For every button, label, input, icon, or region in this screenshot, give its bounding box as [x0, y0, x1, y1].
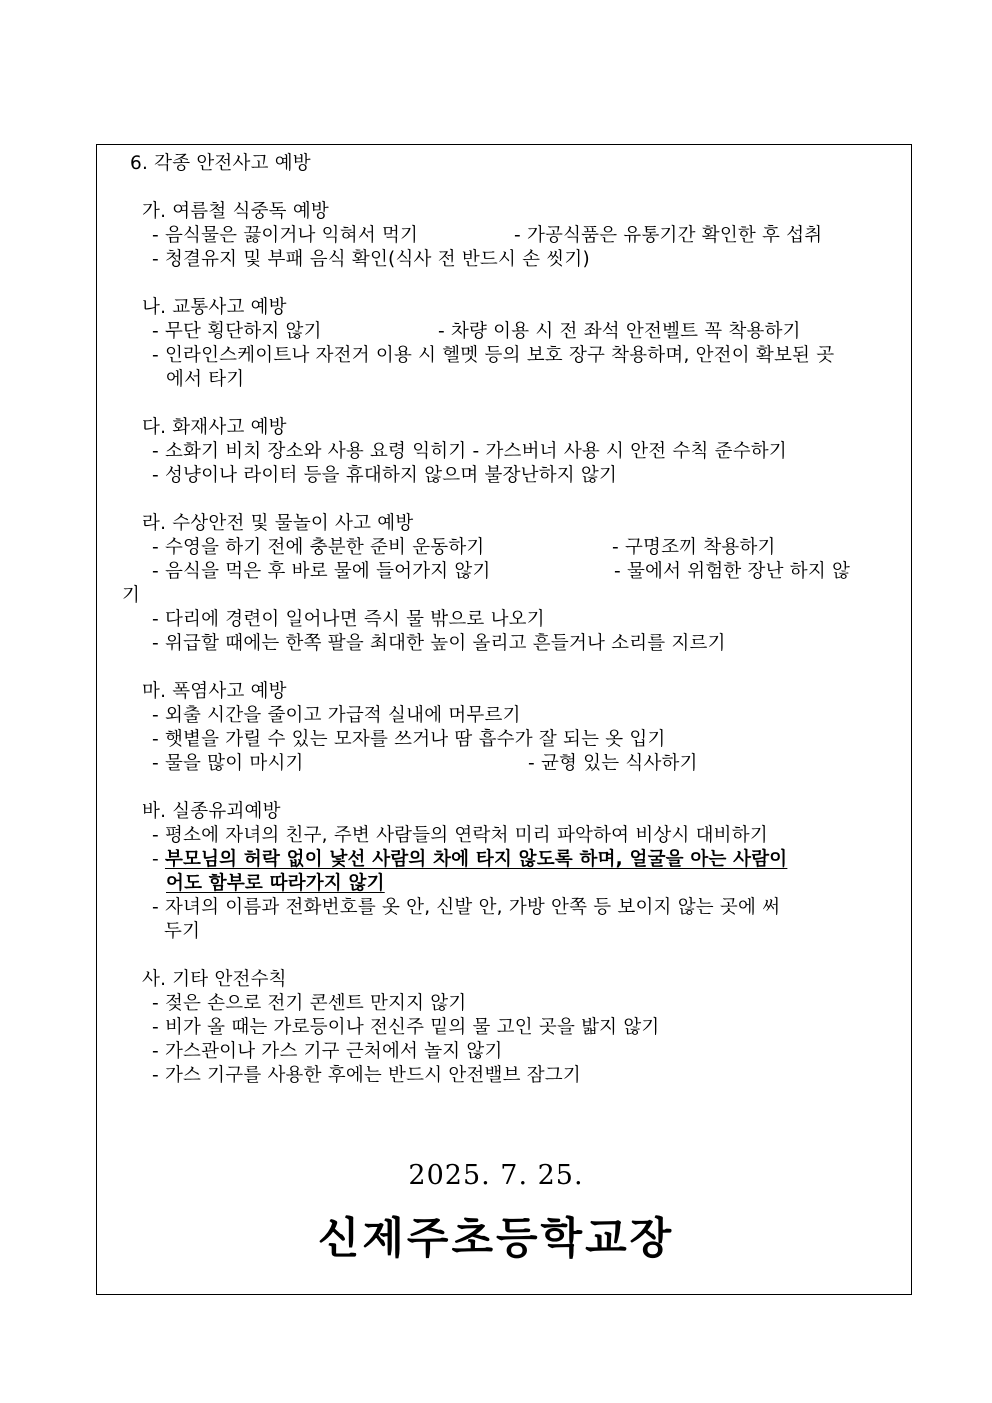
heading-heatwave: 마. 폭염사고 예방 — [142, 681, 287, 702]
list-item-dash: - — [152, 849, 165, 870]
list-item: - 비가 올 때는 가로등이나 전신주 밑의 물 고인 곳을 밟지 않기 — [152, 1017, 660, 1038]
list-item: - 무단 횡단하지 않기 — [152, 321, 322, 342]
list-item: - 수영을 하기 전에 충분한 준비 운동하기 — [152, 537, 485, 558]
list-item: - 햇볕을 가릴 수 있는 모자를 쓰거나 땀 흡수가 잘 되는 옷 입기 — [152, 729, 666, 750]
list-item: - 차량 이용 시 전 좌석 안전벨트 꼭 착용하기 — [438, 321, 801, 342]
list-item — [152, 848, 787, 872]
list-item: - 다리에 경련이 일어나면 즉시 물 밖으로 나오기 — [152, 609, 545, 630]
principal-signature-line: 신제주초등학교장 — [317, 1214, 675, 1264]
list-item: - 인라인스케이트나 자전거 이용 시 헬멧 등의 보호 장구 착용하며, 안전이 확보된 곳 — [152, 345, 835, 366]
list-item: - 가스관이나 가스 기구 근처에서 놀지 않기 — [152, 1041, 503, 1062]
list-item: - 소화기 비치 장소와 사용 요령 익히기 - 가스버너 사용 시 안전 수칙 준수하기 — [152, 441, 787, 462]
emphasized-warning-continuation: 어도 함부로 따라가지 않기 — [166, 873, 385, 894]
list-item-continuation: 기 — [122, 585, 141, 606]
emphasized-warning: 부모님의 허락 없이 낯선 사람의 차에 타지 않도록 하며, 얼굴을 아는 사람이 — [164, 849, 788, 870]
list-item: - 물을 많이 마시기 — [152, 753, 304, 774]
list-item: - 물에서 위험한 장난 하지 않 — [614, 561, 851, 582]
list-item: - 위급할 때에는 한쪽 팔을 최대한 높이 올리고 흔들거나 소리를 지르기 — [152, 633, 726, 654]
heading-food-poisoning: 가. 여름철 식중독 예방 — [142, 201, 329, 222]
list-item: - 평소에 자녀의 친구, 주변 사람들의 연락처 미리 파악하여 비상시 대비하기 — [152, 825, 768, 846]
heading-other-rules: 사. 기타 안전수칙 — [142, 969, 287, 990]
list-item-continuation: 에서 타기 — [166, 369, 245, 390]
list-item-continuation: 두기 — [164, 921, 201, 942]
list-item: - 청결유지 및 부패 음식 확인(식사 전 반드시 손 씻기) — [152, 249, 590, 270]
list-item: - 구명조끼 착용하기 — [612, 537, 776, 558]
list-item: - 자녀의 이름과 전화번호를 옷 안, 신발 안, 가방 안쪽 등 보이지 않는 곳에 써 — [152, 897, 781, 918]
heading-traffic: 나. 교통사고 예방 — [142, 297, 287, 318]
heading-missing-child: 바. 실종유괴예방 — [142, 801, 281, 822]
list-item: - 음식을 먹은 후 바로 물에 들어가지 않기 — [152, 561, 491, 582]
list-item: - 가공식품은 유통기간 확인한 후 섭취 — [514, 225, 823, 246]
list-item: - 외출 시간을 줄이고 가급적 실내에 머무르기 — [152, 705, 521, 726]
heading-water-safety: 라. 수상안전 및 물놀이 사고 예방 — [142, 513, 414, 534]
heading-fire: 다. 화재사고 예방 — [142, 417, 287, 438]
list-item: - 음식물은 끓이거나 익혀서 먹기 — [152, 225, 419, 246]
issue-date: 2025. 7. 25. — [408, 1160, 584, 1191]
list-item: - 성냥이나 라이터 등을 휴대하지 않으며 불장난하지 않기 — [152, 465, 618, 486]
list-item: - 가스 기구를 사용한 후에는 반드시 안전밸브 잠그기 — [152, 1065, 581, 1086]
section-title: 6. 각종 안전사고 예방 — [130, 153, 311, 174]
list-item: - 젖은 손으로 전기 콘센트 만지지 않기 — [152, 993, 467, 1014]
list-item: - 균형 있는 식사하기 — [528, 753, 698, 774]
